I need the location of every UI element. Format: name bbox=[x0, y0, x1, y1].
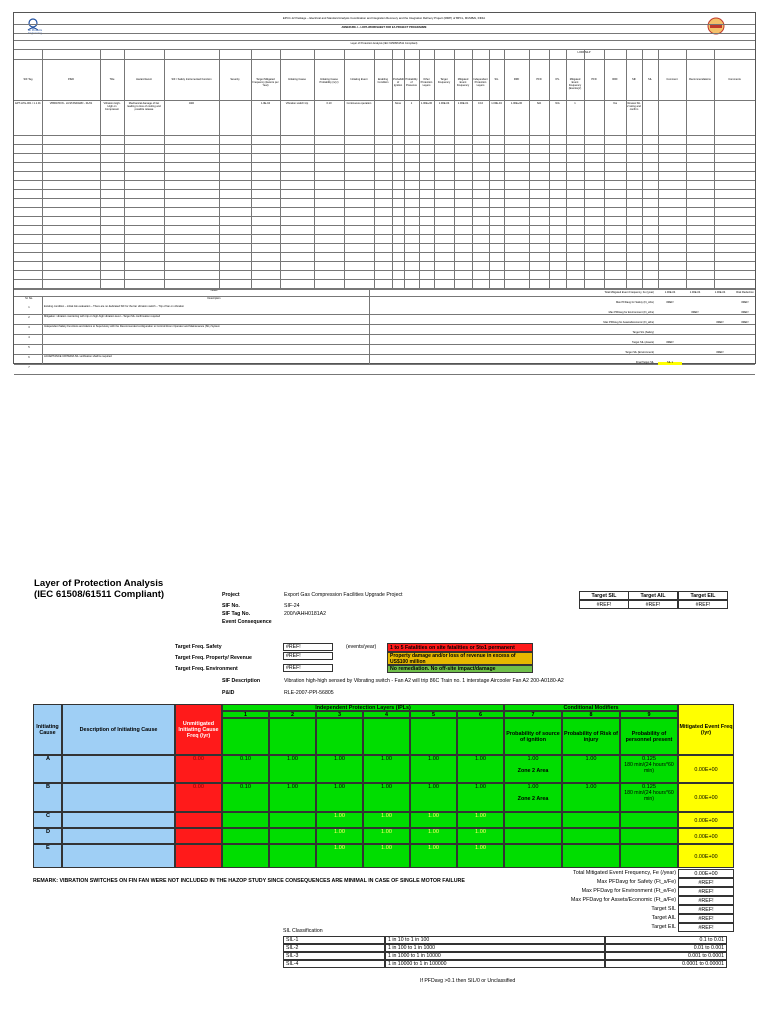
cond-9-value: 0.125 bbox=[642, 756, 656, 762]
data-cell: Vibration High-High on Compressor bbox=[103, 102, 121, 111]
ipl-value: 1.00 bbox=[410, 844, 457, 868]
grid-row-line bbox=[14, 270, 755, 271]
grid-row-line bbox=[14, 162, 755, 163]
target-freq-env-value: #REF! bbox=[283, 664, 333, 672]
summary-value: #REF! bbox=[678, 923, 734, 932]
target-freq-property-label: Target Freq. Property/ Revenue bbox=[175, 655, 252, 661]
footer-metric-value: #REF! bbox=[666, 301, 674, 304]
ipl-value: 1.00 bbox=[363, 844, 410, 868]
consequence-property: Property damage and/or loss of revenue in excess of US$100 million bbox=[387, 652, 533, 665]
cond-9-cell bbox=[620, 812, 678, 828]
data-cell: Yes bbox=[612, 102, 618, 105]
sil-pfd-range: 0.0001 to 0.00001 bbox=[605, 960, 727, 968]
lopa-worksheet-summary bbox=[13, 12, 756, 369]
column-header: Mitigated Event Frequency bbox=[456, 78, 470, 87]
grid-column-line bbox=[604, 49, 605, 289]
footer-metric-label: Max PFDavg for Safety (Ft_s/Fe) bbox=[615, 301, 654, 304]
grid-row-line bbox=[14, 225, 755, 226]
cond-8-value bbox=[562, 828, 620, 844]
ipl-value: 1.00 bbox=[316, 844, 363, 868]
grid-column-line bbox=[42, 49, 43, 289]
sheet-subtitle: ANNEXURE-I – LOPA WORKSHEET FOR EA PROJECT PROGRAMME bbox=[341, 26, 427, 29]
ipl-value: 0.10 bbox=[222, 783, 269, 812]
grid-row-line bbox=[14, 144, 755, 145]
cond-9-cell bbox=[620, 828, 678, 844]
footer-metric-value: #REF! bbox=[716, 351, 724, 354]
condition-number: 8 bbox=[562, 711, 620, 718]
grid-column-line bbox=[489, 49, 490, 289]
footer-metric-value: #REF! bbox=[691, 311, 699, 314]
cause-description bbox=[62, 783, 175, 812]
cond-8-value bbox=[562, 844, 620, 868]
footer-row-line bbox=[14, 289, 755, 290]
ipl-value: 1.00 bbox=[457, 844, 504, 868]
ipl-group-header: Independent Protection Layers (IPLs) bbox=[222, 704, 504, 711]
grid-column-line bbox=[100, 49, 101, 289]
project-value: Export Gas Compression Facilities Upgrade Project bbox=[284, 592, 403, 598]
footer-row-text: Mitigation: vibration monitoring with trip on high-high vibration level – Target SIL confirmation required bbox=[44, 315, 161, 318]
summary-value: #REF! bbox=[678, 878, 734, 887]
sil-group-header: LOPA SILP bbox=[577, 51, 591, 54]
grid-column-line bbox=[314, 49, 315, 289]
column-header: Initiating Cause bbox=[288, 78, 306, 81]
cause-description bbox=[62, 812, 175, 828]
cond-8-value bbox=[562, 812, 620, 828]
pfd-footnote: If PFDavg >0.1 then SIL/0 or Unclassified bbox=[420, 978, 516, 984]
grid-column-line bbox=[566, 49, 567, 289]
summary-label: Target AIL bbox=[651, 915, 676, 921]
cond-7-cell bbox=[504, 828, 562, 844]
footer-row-number: 5 bbox=[28, 346, 30, 349]
target-value: #REF! bbox=[678, 600, 728, 609]
footer-row-number: 4 bbox=[28, 336, 30, 339]
ipl-value: 1.00 bbox=[410, 755, 457, 783]
ipl-number: 4 bbox=[363, 711, 410, 718]
cond-9-cell bbox=[620, 844, 678, 868]
ipl-value: 1.00 bbox=[269, 783, 316, 812]
section-title: Layer of Protection Analysis (IEC 61508/61511 Compliant) bbox=[350, 42, 418, 45]
data-cell: 1 bbox=[410, 102, 413, 105]
grid-column-line bbox=[392, 49, 393, 289]
sil-rrf-range: 1 in 10 to 1 in 100 bbox=[385, 936, 605, 944]
data-cell: 1.00E-01 bbox=[457, 102, 469, 105]
summary-label: Max PFDavg for Assets/Economic (Ft_a/Fe) bbox=[570, 897, 676, 903]
grid-row-line bbox=[14, 234, 755, 235]
ipl-value bbox=[269, 812, 316, 828]
grid-row-line bbox=[14, 153, 755, 154]
footer-no-header: Sl. No. bbox=[25, 297, 33, 300]
data-cell: N/A bbox=[536, 102, 542, 105]
sil-rrf-range: 1 in 1000 to 1 in 10000 bbox=[385, 952, 605, 960]
footer-metric-value: #REF! bbox=[716, 321, 724, 324]
footer-metric-value: 1.00E-04 bbox=[714, 291, 726, 294]
ipl-value: 1.00 bbox=[316, 828, 363, 844]
sif-tag-label: SIF Tag No. bbox=[222, 611, 251, 617]
footer-row-text: Independent Safety Functions and Alarms to Supervisory with the Recommended configuration to Control Room Operator and Maintenance (SIL) System bbox=[44, 325, 220, 328]
lopa-title-line2: (IEC 61508/61511 Compliant) bbox=[34, 589, 165, 600]
target-freq-property-value: #REF! bbox=[283, 652, 333, 660]
grid-column-line bbox=[434, 49, 435, 289]
column-header: Severity bbox=[230, 78, 240, 81]
grid-row-line bbox=[14, 252, 755, 253]
cond-8-value: 1.00 bbox=[562, 783, 620, 812]
column-header: Target Mitigated Frequency (Events per Year) bbox=[252, 78, 279, 87]
footer-desc-header: Description bbox=[207, 297, 221, 300]
cond-9-cell bbox=[620, 755, 678, 783]
ipl-header-blank bbox=[410, 718, 457, 755]
event-consequence-label: Event Consequence bbox=[222, 619, 272, 625]
project-label: Project bbox=[222, 592, 240, 598]
ipl-value: 1.00 bbox=[410, 783, 457, 812]
target-value: #REF! bbox=[628, 600, 678, 609]
column-header: Enabling Condition bbox=[377, 78, 389, 84]
column-header: Mitigated Event Frequency (Events/yr) bbox=[568, 78, 582, 90]
data-cell: Review SIL 2 rating and confirm bbox=[627, 102, 641, 111]
ipl-number: 3 bbox=[316, 711, 363, 718]
ipl-value: 1.00 bbox=[410, 812, 457, 828]
data-cell: Continuous operation bbox=[346, 102, 372, 105]
conditional-modifiers-header: Conditional Modifiers bbox=[504, 704, 678, 711]
data-cell: 1.00E-04 bbox=[491, 102, 502, 105]
ipl-header-blank bbox=[457, 718, 504, 755]
company-logo-left bbox=[22, 16, 44, 38]
ipl-number: 6 bbox=[457, 711, 504, 718]
grid-column-line bbox=[529, 49, 530, 289]
grid-column-line bbox=[686, 49, 687, 289]
lopa-title-line1: Layer of Protection Analysis bbox=[34, 578, 164, 589]
column-header: Target Frequency bbox=[437, 78, 451, 84]
column-header: Initiating Cause Probability (1/yr) bbox=[319, 78, 339, 84]
grid-column-line bbox=[419, 49, 420, 289]
cause-id: C bbox=[33, 812, 62, 828]
footer-metric-label: Final Target SIL bbox=[635, 361, 654, 364]
data-cell: Mechanical damage of fan leading to loss of cooling and possible release bbox=[127, 102, 161, 111]
grid-row-line bbox=[14, 216, 755, 217]
ipl-value: 1.00 bbox=[363, 783, 410, 812]
grid-column-line bbox=[714, 49, 715, 289]
summary-value: #REF! bbox=[678, 896, 734, 905]
footer-metric-label: Target SIL (Assets) bbox=[632, 341, 654, 344]
pid-label: P&ID bbox=[222, 690, 235, 696]
sil-pfd-range: 0.1 to 0.01 bbox=[605, 936, 727, 944]
footer-metric-value: SIL 1 bbox=[658, 362, 682, 365]
description-header: Description of Initiating Cause bbox=[62, 704, 175, 755]
ipl-value: 1.00 bbox=[457, 755, 504, 783]
summary-label: Total Mitigated Event Frequency, Fe (/year) bbox=[573, 870, 676, 876]
grid-row-line bbox=[14, 180, 755, 181]
column-header: Hazard Event bbox=[136, 78, 152, 81]
grid-row-line bbox=[14, 261, 755, 262]
data-cell: Vibration switch trip bbox=[285, 102, 309, 105]
target-freq-safety-value: #REF! bbox=[283, 643, 333, 651]
sil-level: SIL-1 bbox=[283, 936, 385, 944]
logo-caption: Air Products Engineering bbox=[27, 29, 43, 35]
mitigated-freq: 0.00E+00 bbox=[678, 828, 734, 844]
sil-pfd-range: 0.01 to 0.001 bbox=[605, 944, 727, 952]
column-header: SIL bbox=[494, 78, 499, 81]
mitigated-freq: 0.00E+00 bbox=[678, 755, 734, 783]
column-header: SIF / Safety Instrumented Function bbox=[171, 78, 212, 81]
data-cell: None bbox=[394, 102, 402, 105]
cond-7-cell bbox=[504, 812, 562, 828]
initiating-cause-header: Initiating Cause bbox=[33, 704, 62, 755]
summary-value: #REF! bbox=[678, 914, 734, 923]
column-header: Probability of Presence bbox=[405, 78, 418, 87]
cause-id: D bbox=[33, 828, 62, 844]
cond-7-value: 1.00 bbox=[527, 784, 539, 790]
column-header: Independent Protection Layers bbox=[473, 78, 488, 87]
sif-description-value: Vibration high-high sensed by Vibrating switch - Fan A2 will trip 86C Train no. 1 interstage Aircooler Fan A2 200-A0180-A2 bbox=[284, 678, 564, 684]
target-header: Target AIL bbox=[628, 591, 678, 600]
footer-metric-label: Target SIL (Environment) bbox=[625, 351, 654, 354]
sif-description-label: SIF Description bbox=[222, 678, 261, 684]
column-header: Initiating Event bbox=[350, 78, 368, 81]
unmitigated-freq bbox=[175, 828, 222, 844]
consequence-environment: No remediation. No off-site impact/damage bbox=[387, 665, 533, 673]
column-header: Title bbox=[109, 78, 115, 81]
ipl-value: 1.00 bbox=[363, 812, 410, 828]
grid-row-line bbox=[14, 198, 755, 199]
condition-number: 9 bbox=[620, 711, 678, 718]
column-header: SIF bbox=[631, 78, 637, 81]
column-header: IPL bbox=[555, 78, 560, 81]
cond-7-cell bbox=[504, 783, 562, 812]
grid-row-line bbox=[14, 189, 755, 190]
footer-metric-value: 1.00E-04 bbox=[664, 291, 676, 294]
sil-rrf-range: 1 in 100 to 1 in 1000 bbox=[385, 944, 605, 952]
ipl-value: 1.00 bbox=[410, 828, 457, 844]
ipl-number: 1 bbox=[222, 711, 269, 718]
column-header: Comment bbox=[666, 78, 678, 81]
grid-column-line bbox=[504, 49, 505, 289]
column-header: Other Protection Layers bbox=[420, 78, 433, 87]
column-header: Probability of Ignition bbox=[393, 78, 406, 87]
data-cell: N/A bbox=[555, 102, 560, 105]
ipl-value: 1.00 bbox=[363, 755, 410, 783]
sil-rrf-range: 1 in 10000 to 1 in 100000 bbox=[385, 960, 605, 968]
footer-row-line bbox=[14, 374, 755, 375]
data-cell: 0.10 bbox=[326, 102, 332, 105]
column-header: PFD bbox=[536, 78, 542, 81]
data-cell: 1.0E-04 bbox=[260, 102, 271, 105]
footer-metric-label: Max PFDavg for Environment (Ft_e/Fe) bbox=[608, 311, 654, 314]
target-value: #REF! bbox=[579, 600, 629, 609]
grid-column-line bbox=[626, 49, 627, 289]
mitigated-freq: 0.00E+00 bbox=[678, 812, 734, 828]
summary-value: #REF! bbox=[678, 905, 734, 914]
target-freq-unit: (events/year) bbox=[346, 644, 377, 650]
data-cell: ASD bbox=[188, 102, 195, 105]
grid-column-line bbox=[404, 49, 405, 289]
footer-metric-label: Target SIL (Safety) bbox=[632, 331, 654, 334]
ipl-value: 0.10 bbox=[222, 755, 269, 783]
cond-9-value: 0.125 bbox=[642, 784, 656, 790]
mitigated-freq-header: Mitigated Event Freq (/yr) bbox=[678, 704, 734, 755]
footer-column-line bbox=[369, 289, 370, 364]
grid-column-line bbox=[642, 49, 643, 289]
grid-column-line bbox=[280, 49, 281, 289]
data-cell: VIBRATION - HI-STANDARD - 01/01 bbox=[49, 102, 93, 105]
unmitigated-freq: 0.00 bbox=[175, 783, 222, 812]
footer-row-number: 2 bbox=[28, 316, 30, 319]
grid-column-line bbox=[219, 49, 220, 289]
target-header: Target EIL bbox=[678, 591, 728, 600]
column-header: SIF Tag bbox=[23, 78, 33, 81]
summary-label: Max PFDavg for Environment (Ft_e/Fe) bbox=[581, 888, 676, 894]
grid-column-line bbox=[549, 49, 550, 289]
sil-classification-title: SIL Classification bbox=[283, 928, 323, 934]
sif-tag-value: 200/VAHH0181A2 bbox=[284, 611, 327, 617]
ipl-value: 1.00 bbox=[457, 783, 504, 812]
cause-description bbox=[62, 828, 175, 844]
grid-row-line bbox=[14, 207, 755, 208]
cond-7-note: Zone 2 Area bbox=[517, 768, 549, 774]
ipl-value bbox=[222, 828, 269, 844]
ipl-value bbox=[222, 812, 269, 828]
summary-value: #REF! bbox=[678, 887, 734, 896]
footer-row-line bbox=[14, 296, 755, 297]
cond-7-cell bbox=[504, 844, 562, 868]
data-cell: 0.10 bbox=[477, 102, 484, 105]
ipl-value: 1.00 bbox=[269, 755, 316, 783]
mitigated-freq: 0.00E+00 bbox=[678, 844, 734, 868]
summary-label: Target SIL bbox=[651, 906, 676, 912]
summary-label: Max PFDavg for Safety (Ft_s/Fe) bbox=[596, 879, 676, 885]
lopa-title bbox=[34, 578, 164, 600]
column-header: Comments bbox=[728, 78, 741, 81]
ipl-value: 1.00 bbox=[316, 783, 363, 812]
ipl-number: 2 bbox=[269, 711, 316, 718]
sil-level: SIL-3 bbox=[283, 952, 385, 960]
ipl-header-blank bbox=[269, 718, 316, 755]
footer-notes-header: Notes bbox=[210, 289, 218, 292]
ipl-header-blank bbox=[363, 718, 410, 755]
ipl-value: 1.00 bbox=[457, 812, 504, 828]
footer-row-number: 7 bbox=[28, 366, 30, 369]
ipl-value: 1.00 bbox=[457, 828, 504, 844]
grid-column-line bbox=[164, 49, 165, 289]
grid-row-line bbox=[14, 279, 755, 280]
footer-row-number: 3 bbox=[28, 326, 30, 329]
footer-row-number: 6 bbox=[28, 356, 30, 359]
grid-row-line bbox=[14, 171, 755, 172]
ipl-value: 1.00 bbox=[316, 755, 363, 783]
ipl-value bbox=[269, 828, 316, 844]
target-header: Target SIL bbox=[579, 591, 629, 600]
column-header: RRF bbox=[513, 78, 520, 81]
ipl-header-blank bbox=[316, 718, 363, 755]
footer-column-line bbox=[42, 296, 43, 364]
column-header: P&ID bbox=[67, 78, 75, 81]
ipl-value: 1.00 bbox=[363, 828, 410, 844]
sil-pfd-range: 0.001 to 0.0001 bbox=[605, 952, 727, 960]
grid-column-line bbox=[658, 49, 659, 289]
cause-description bbox=[62, 844, 175, 868]
footer-metric-value: 1.00E-04 bbox=[689, 291, 701, 294]
sif-no-label: SIF No. bbox=[222, 603, 240, 609]
cond-7-cell bbox=[504, 755, 562, 783]
column-header: RRF bbox=[612, 78, 618, 81]
unmitigated-freq bbox=[175, 812, 222, 828]
ipl-value bbox=[222, 844, 269, 868]
ipl-value bbox=[269, 844, 316, 868]
summary-label: Target EIL bbox=[651, 924, 676, 930]
grid-column-line bbox=[472, 49, 473, 289]
cause-id: E bbox=[33, 844, 62, 868]
ipl-number: 5 bbox=[410, 711, 457, 718]
grid-column-line bbox=[374, 49, 375, 289]
condition-label: Probability of source of ignition bbox=[504, 718, 562, 755]
condition-label: Probability of personnel present bbox=[620, 718, 678, 755]
grid-column-line bbox=[454, 49, 455, 289]
footer-metric-value: Risk Reduction bbox=[736, 291, 754, 294]
sil-level: SIL-2 bbox=[283, 944, 385, 952]
footer-metric-value: #REF! bbox=[741, 301, 749, 304]
ipl-value: 1.00 bbox=[316, 812, 363, 828]
consequence-safety: 1 to 5 Fatalities on site fatalities or 5to1 permanent bbox=[387, 643, 533, 652]
target-freq-env-label: Target Freq. Environment bbox=[175, 666, 238, 672]
grid-column-line bbox=[124, 49, 125, 289]
footer-metric-value: #REF! bbox=[741, 321, 749, 324]
footer-metric-label: Max PFDavg for Assets/Economic (Ft_a/Fe) bbox=[603, 321, 654, 324]
cond-9-note: 180 min/(24 hours*60 min) bbox=[624, 762, 674, 774]
footer-row-text: Existing condition – initial risk evaluation – There are no dedicated SIF for the fan vibration switch – Trip of fan on vibration bbox=[44, 305, 185, 308]
remark-text: REMARK: VIBRATION SWITCHES ON FIN FAN WERE NOT INCLUDED IN THE HAZOP STUDY SINCE CONSEQUENCES ARE MINIMAL IN CASE OF SINGLE MOTOR FAILURE bbox=[33, 878, 465, 884]
data-cell: 1 bbox=[574, 102, 576, 105]
cause-description bbox=[62, 755, 175, 783]
cond-9-cell bbox=[620, 783, 678, 812]
unmitigated-freq bbox=[175, 844, 222, 868]
cond-7-value: 1.00 bbox=[527, 756, 539, 762]
cond-9-note: 180 min/(24 hours*60 min) bbox=[624, 790, 674, 802]
sif-no-value: SIF-24 bbox=[284, 603, 300, 609]
grid-column-line bbox=[251, 49, 252, 289]
data-cell: EPT-LPG-001 / 1.1.01 bbox=[15, 102, 41, 105]
footer-row-number: 1 bbox=[28, 306, 30, 309]
column-header: PFD bbox=[591, 78, 597, 81]
pid-value: RLE-2007-PPI-56805 bbox=[284, 690, 334, 696]
cause-id: A bbox=[33, 755, 62, 783]
condition-label: Probability of Risk of injury bbox=[562, 718, 620, 755]
column-header: SIL bbox=[648, 78, 652, 81]
footer-metric-label: Total Mitigated Event Frequency, Fe (/year) bbox=[604, 291, 654, 294]
footer-metric-value: #REF! bbox=[666, 341, 674, 344]
data-cell: 1.00E+00 bbox=[420, 102, 433, 105]
summary-value: 0.00E+00 bbox=[678, 869, 734, 878]
grid-column-line bbox=[584, 49, 585, 289]
sil-level: SIL-4 bbox=[283, 960, 385, 968]
column-header: Recommendations bbox=[689, 78, 711, 81]
mitigated-freq: 0.00E+00 bbox=[678, 783, 734, 812]
footer-metric-value: #REF! bbox=[741, 311, 749, 314]
condition-number: 7 bbox=[504, 711, 562, 718]
grid-column-line bbox=[344, 49, 345, 289]
cond-8-value: 1.00 bbox=[562, 755, 620, 783]
grid-row-line bbox=[14, 243, 755, 244]
ipl-header-blank bbox=[222, 718, 269, 755]
cause-id: B bbox=[33, 783, 62, 812]
unmitigated-freq: 0.00 bbox=[175, 755, 222, 783]
footer-row-text: ACCEPTANCE CRITERIA SIL verification shall be required bbox=[44, 355, 112, 358]
cond-7-note: Zone 2 Area bbox=[517, 796, 549, 802]
target-freq-safety-label: Target Freq. Safety bbox=[175, 644, 222, 650]
sheet-title: EPCC-12 Package – Electrical and Standard Analysis Coordination and Integration Recovery and the Integration Refinery Project (RIRP) of BPCL, MUMBAI, INDIA bbox=[282, 16, 486, 20]
data-cell: 1.00E+00 bbox=[510, 102, 523, 105]
data-cell: 1.00E-04 bbox=[438, 102, 450, 105]
unmitigated-freq-header: Unmitigated Initiating Cause Freq (/yr) bbox=[175, 704, 222, 755]
